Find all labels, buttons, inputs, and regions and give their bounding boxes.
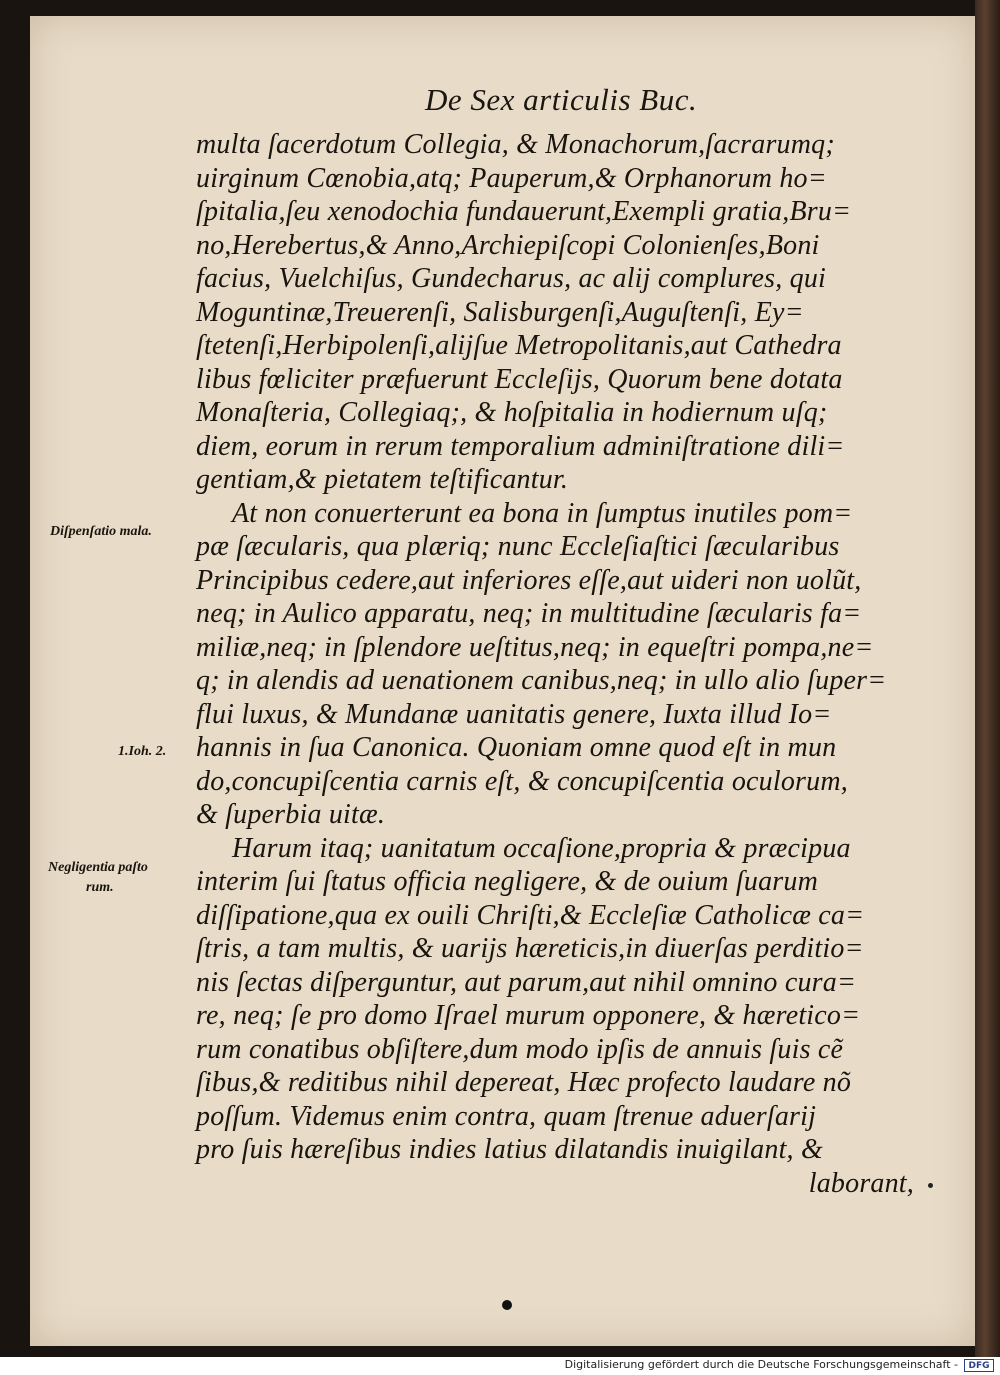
marginal-note: Negligentia paſto: [48, 860, 148, 875]
text-line: pro ſuis hæreſibus indies latius dilatandis inuigilant, &: [196, 1134, 823, 1165]
text-line: pæ ſæcularis, qua plæriq; nunc Eccleſiaſtici ſæcularibus: [196, 531, 840, 562]
text-line: Monaſteria, Collegiaq;, & hoſpitalia in hodiernum uſq;: [196, 397, 828, 428]
marginal-note: 1.Ioh. 2.: [118, 744, 167, 759]
footer-credit: Digitalisierung gefördert durch die Deutsche Forschungsgemeinschaft -: [564, 1358, 958, 1371]
text-line: facius, Vuelchiſus, Gundecharus, ac alij complures, qui: [196, 263, 827, 294]
text-line: diſſipatione,qua ex ouili Chriſti,& Eccleſiæ Catholicæ ca=: [196, 899, 865, 931]
text-line: Harum itaq; uanitatum occaſione,propria & præcipua: [232, 832, 851, 864]
text-line: diem, eorum in rerum temporalium adminiſtratione dili=: [196, 430, 845, 462]
book-binding-edge: [975, 0, 1000, 1360]
text-line: rum conatibus obſiſtere,dum modo ipſis de annuis ſuis cẽ: [196, 1033, 844, 1065]
text-line: q; in alendis ad uenationem canibus,neq; in ullo alio ſuper=: [196, 665, 887, 696]
text-line: re, neq; ſe pro domo Iſrael murum opponere, & hæretico=: [196, 1000, 861, 1031]
text-line: miliæ,neq; in ſplendore ueſtitus,neq; in equeſtri pompa,ne=: [196, 631, 874, 663]
text-line: hannis in ſua Canonica. Quoniam omne quod eſt in mun: [196, 732, 837, 763]
signature-dot: [502, 1300, 512, 1310]
text-line: Principibus cedere,aut inferiores eſſe,aut uideri non uolũt,: [196, 564, 862, 596]
text-line: Moguntinæ,Treuerenſi, Salisburgenſi,Auguſtenſi, Ey=: [196, 296, 804, 328]
dfg-logo-icon: DFG: [964, 1359, 994, 1372]
text-line: gentiam,& pietatem teſtificantur.: [196, 464, 569, 495]
text-line: & ſuperbia uitæ.: [196, 799, 386, 830]
body-text: [196, 128, 916, 1200]
marginal-note: rum.: [86, 880, 114, 895]
running-title: De Sex articulis Buc.: [425, 82, 698, 117]
ink-mark: [928, 1183, 933, 1188]
text-line: interim ſui ſtatus officia negligere, & de ouium ſuarum: [196, 866, 819, 897]
footer-bar: [0, 1357, 1000, 1375]
text-line: At non conuerterunt ea bona in ſumptus inutiles pom=: [232, 497, 853, 529]
text-line: multa ſacerdotum Collegia, & Monachorum,ſacrarumq;: [196, 129, 835, 160]
catchword: laborant,: [808, 1167, 914, 1199]
marginal-note: Diſpenſatio mala.: [50, 524, 152, 539]
text-line: libus fœliciter præfuerunt Eccleſijs, Quorum bene dotata: [196, 363, 843, 395]
text-line: poſſum. Videmus enim contra, quam ſtrenue aduerſarij: [196, 1100, 817, 1132]
text-line: ſtetenſi,Herbipolenſi,alijſue Metropolitanis,aut Cathedra: [196, 330, 842, 361]
text-line: no,Herebertus,& Anno,Archiepiſcopi Colonienſes,Boni: [196, 229, 820, 261]
text-line: ſpitalia,ſeu xenodochia fundauerunt,Exempli gratia,Bru=: [196, 196, 852, 227]
text-line: ſibus,& reditibus nihil depereat, Hæc profecto laudare nõ: [196, 1067, 852, 1098]
text-line: uirginum Cœnobia,atq; Pauperum,& Orphanorum ho=: [196, 162, 827, 194]
text-line: do,concupiſcentia carnis eſt, & concupiſcentia oculorum,: [196, 765, 848, 797]
text-line: nis ſectas diſperguntur, aut parum,aut nihil omnino cura=: [196, 966, 857, 998]
text-line: flui luxus, & Mundanæ uanitatis genere, Iuxta illud Io=: [196, 698, 832, 730]
text-line: ſtris, a tam multis, & uarijs hæreticis,in diuerſas perditio=: [196, 933, 864, 964]
text-line: neq; in Aulico apparatu, neq; in multitudine ſæcularis fa=: [196, 598, 862, 629]
